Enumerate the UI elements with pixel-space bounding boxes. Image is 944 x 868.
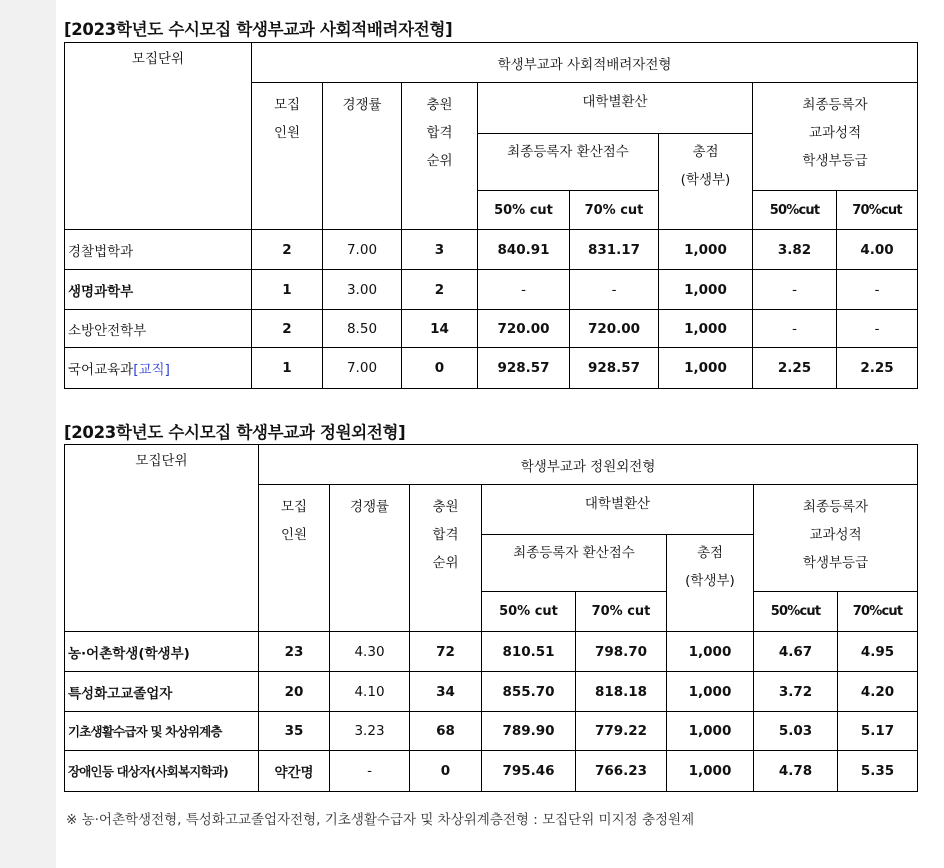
total-score: 1,000 bbox=[659, 348, 753, 389]
total-score: 1,000 bbox=[667, 712, 754, 751]
rank-value: 14 bbox=[402, 310, 478, 348]
unit-name: 기초생활수급자 및 차상위계층 bbox=[65, 712, 259, 751]
unit-name: 소방안전학부 bbox=[65, 310, 252, 348]
rank-value: 68 bbox=[410, 712, 482, 751]
grade-cut70: 4.00 bbox=[837, 230, 918, 270]
score-cut50: 928.57 bbox=[478, 348, 570, 389]
score-cut50: 810.51 bbox=[482, 632, 576, 672]
grade-cut50: - bbox=[753, 310, 837, 348]
table-row bbox=[65, 751, 918, 792]
competition-header: 경쟁률 bbox=[323, 83, 402, 230]
competition-rate: - bbox=[330, 751, 410, 792]
table-row bbox=[65, 672, 918, 712]
unit-name: 경찰법학과 bbox=[65, 230, 252, 270]
recruit-count: 23 bbox=[259, 632, 330, 672]
teaching-cert-link[interactable]: [교직] bbox=[133, 362, 170, 378]
grade-cut70: 2.25 bbox=[837, 348, 918, 389]
recruit-count: 1 bbox=[252, 270, 323, 310]
rank-value: 0 bbox=[410, 751, 482, 792]
competition-header: 경쟁률 bbox=[330, 485, 410, 632]
competition-rate: 3.00 bbox=[323, 270, 402, 310]
table-row bbox=[65, 348, 918, 389]
footnote: ※ 농·어촌학생전형, 특성화고교졸업자전형, 기초생활수급자 및 차상위계층전형 : 모집단위 미지정 충정원제 bbox=[66, 812, 695, 828]
unit-name: 국어교육과[교직] bbox=[65, 348, 252, 389]
total-score: 1,000 bbox=[659, 310, 753, 348]
grade-cut70: 4.20 bbox=[838, 672, 918, 712]
grade-cut70: 5.35 bbox=[838, 751, 918, 792]
score-cut70: 766.23 bbox=[576, 751, 667, 792]
table2-admission-extra-quota bbox=[64, 444, 918, 792]
score-header: 최종등록자 환산점수 bbox=[478, 134, 659, 191]
table-row bbox=[65, 270, 918, 310]
score-cut70: 818.18 bbox=[576, 672, 667, 712]
univ-conversion-header: 대학별환산 bbox=[478, 83, 753, 134]
table-row bbox=[65, 632, 918, 672]
grade-cut50: 3.82 bbox=[753, 230, 837, 270]
grade-cut70: 5.17 bbox=[838, 712, 918, 751]
grade-cut50: 3.72 bbox=[754, 672, 838, 712]
competition-rate: 4.10 bbox=[330, 672, 410, 712]
unit-name: 특성화고교졸업자 bbox=[65, 672, 259, 712]
score-cut50: 789.90 bbox=[482, 712, 576, 751]
grade-cut50: - bbox=[753, 270, 837, 310]
unit-name: 장애인등 대상자(사회복지학과) bbox=[65, 751, 259, 792]
table-row bbox=[65, 712, 918, 751]
final-grade-header: 최종등록자 교과성적 학생부등급 bbox=[754, 485, 918, 592]
univ-conversion-header: 대학별환산 bbox=[482, 485, 754, 535]
total-score: 1,000 bbox=[659, 270, 753, 310]
unit-name: 농·어촌학생(학생부) bbox=[65, 632, 259, 672]
total-score: 1,000 bbox=[659, 230, 753, 270]
total-header: 총점 (학생부) bbox=[667, 535, 754, 632]
recruit-count: 2 bbox=[252, 310, 323, 348]
score-cut70: 798.70 bbox=[576, 632, 667, 672]
total-score: 1,000 bbox=[667, 672, 754, 712]
competition-rate: 4.30 bbox=[330, 632, 410, 672]
score-cut70-header: 70% cut bbox=[576, 592, 667, 632]
recruit-header: 모집 인원 bbox=[252, 83, 323, 230]
rank-value: 3 bbox=[402, 230, 478, 270]
score-cut70: 831.17 bbox=[570, 230, 659, 270]
grade-cut70-header: 70%cut bbox=[837, 191, 918, 230]
score-cut50: 795.46 bbox=[482, 751, 576, 792]
final-grade-header: 최종등록자 교과성적 학생부등급 bbox=[753, 83, 918, 191]
grade-cut70: - bbox=[837, 270, 918, 310]
group-header: 학생부교과 사회적배려자전형 bbox=[252, 43, 918, 83]
competition-rate: 7.00 bbox=[323, 348, 402, 389]
table2-title: [2023학년도 수시모집 학생부교과 정원외전형] bbox=[64, 423, 406, 442]
score-cut50: - bbox=[478, 270, 570, 310]
score-cut50: 720.00 bbox=[478, 310, 570, 348]
score-cut50-header: 50% cut bbox=[482, 592, 576, 632]
recruit-count: 20 bbox=[259, 672, 330, 712]
grade-cut50-header: 50%cut bbox=[754, 592, 838, 632]
score-cut70: 779.22 bbox=[576, 712, 667, 751]
recruit-count: 2 bbox=[252, 230, 323, 270]
unit-header: 모집단위 bbox=[65, 445, 259, 632]
grade-cut50: 2.25 bbox=[753, 348, 837, 389]
unit-name: 생명과학부 bbox=[65, 270, 252, 310]
grade-cut70: - bbox=[837, 310, 918, 348]
competition-rate: 7.00 bbox=[323, 230, 402, 270]
rank-value: 0 bbox=[402, 348, 478, 389]
grade-cut50: 4.67 bbox=[754, 632, 838, 672]
grade-cut70-header: 70%cut bbox=[838, 592, 918, 632]
total-score: 1,000 bbox=[667, 632, 754, 672]
score-cut50: 840.91 bbox=[478, 230, 570, 270]
grade-cut50-header: 50%cut bbox=[753, 191, 837, 230]
recruit-count: 35 bbox=[259, 712, 330, 751]
score-cut50-header: 50% cut bbox=[478, 191, 570, 230]
recruit-count: 약간명 bbox=[259, 751, 330, 792]
rank-value: 34 bbox=[410, 672, 482, 712]
table-row bbox=[65, 230, 918, 270]
table-row bbox=[65, 310, 918, 348]
rank-value: 2 bbox=[402, 270, 478, 310]
recruit-count: 1 bbox=[252, 348, 323, 389]
grade-cut50: 5.03 bbox=[754, 712, 838, 751]
score-cut70: 720.00 bbox=[570, 310, 659, 348]
total-header: 총점 (학생부) bbox=[659, 134, 753, 230]
rank-header: 충원 합격 순위 bbox=[410, 485, 482, 632]
score-cut50: 855.70 bbox=[482, 672, 576, 712]
unit-header: 모집단위 bbox=[65, 43, 252, 230]
competition-rate: 3.23 bbox=[330, 712, 410, 751]
competition-rate: 8.50 bbox=[323, 310, 402, 348]
table1-title: [2023학년도 수시모집 학생부교과 사회적배려자전형] bbox=[64, 20, 453, 39]
score-cut70-header: 70% cut bbox=[570, 191, 659, 230]
score-cut70: - bbox=[570, 270, 659, 310]
score-header: 최종등록자 환산점수 bbox=[482, 535, 667, 592]
table1-admission-social bbox=[64, 42, 918, 389]
recruit-header: 모집 인원 bbox=[259, 485, 330, 632]
grade-cut70: 4.95 bbox=[838, 632, 918, 672]
rank-header: 충원 합격 순위 bbox=[402, 83, 478, 230]
rank-value: 72 bbox=[410, 632, 482, 672]
grade-cut50: 4.78 bbox=[754, 751, 838, 792]
group-header: 학생부교과 정원외전형 bbox=[259, 445, 918, 485]
score-cut70: 928.57 bbox=[570, 348, 659, 389]
total-score: 1,000 bbox=[667, 751, 754, 792]
